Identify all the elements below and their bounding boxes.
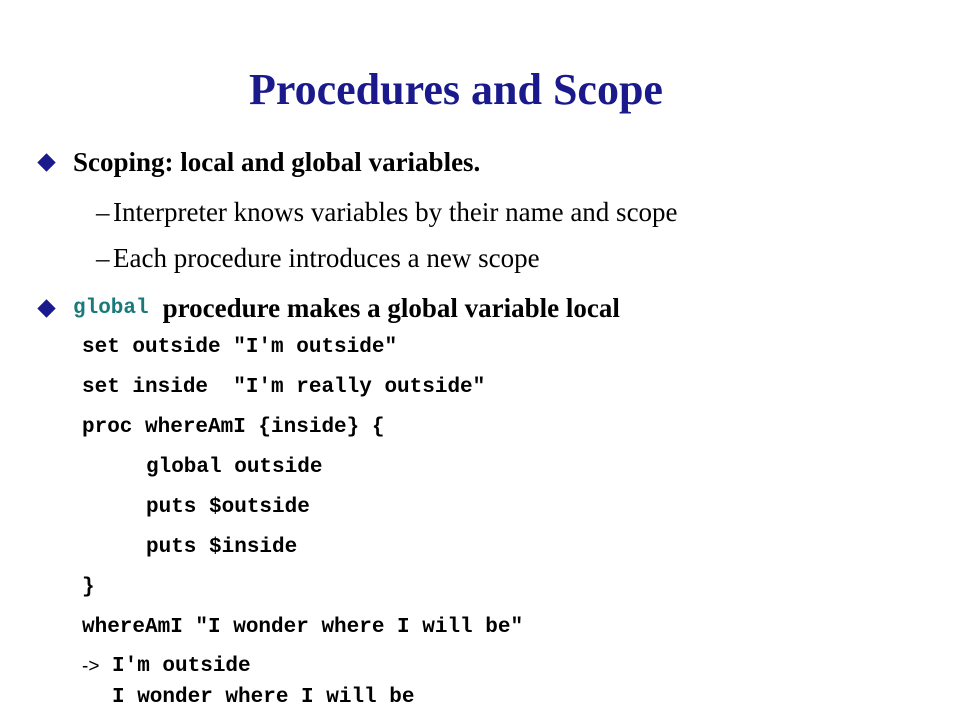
output-line: I'm outside — [112, 655, 251, 678]
code-line: puts $outside — [146, 496, 310, 519]
global-keyword: global — [73, 296, 149, 320]
code-line: global outside — [146, 456, 323, 479]
code-line: puts $inside — [146, 536, 298, 559]
bullet-global — [36, 290, 620, 326]
code-line: set inside "I'm really outside" — [82, 376, 486, 399]
subpoint-procedure-scope — [96, 240, 540, 276]
code-line: } — [82, 576, 95, 599]
code-line: whereAmI "I wonder where I will be" — [82, 616, 524, 639]
dash-marker: – — [96, 242, 110, 273]
output-line: I wonder where I will be — [112, 686, 415, 709]
subpoint-interpreter-text: Interpreter knows variables by their name and scope — [113, 196, 678, 227]
code-line: proc whereAmI {inside} { — [82, 416, 385, 439]
diamond-bullet-icon — [37, 153, 55, 171]
dash-marker: – — [96, 196, 110, 227]
code-line: set outside "I'm outside" — [82, 336, 398, 359]
slide-title: Procedures and Scope — [249, 65, 663, 114]
diamond-bullet-icon — [37, 299, 55, 317]
subpoint-interpreter — [96, 194, 678, 230]
output-arrow: -> — [82, 656, 100, 677]
bullet-scoping — [36, 144, 480, 180]
bullet-scoping-text: Scoping: local and global variables. — [73, 146, 481, 177]
bullet-global-text: procedure makes a global variable local — [162, 292, 620, 323]
subpoint-procedure-scope-text: Each procedure introduces a new scope — [113, 242, 540, 273]
